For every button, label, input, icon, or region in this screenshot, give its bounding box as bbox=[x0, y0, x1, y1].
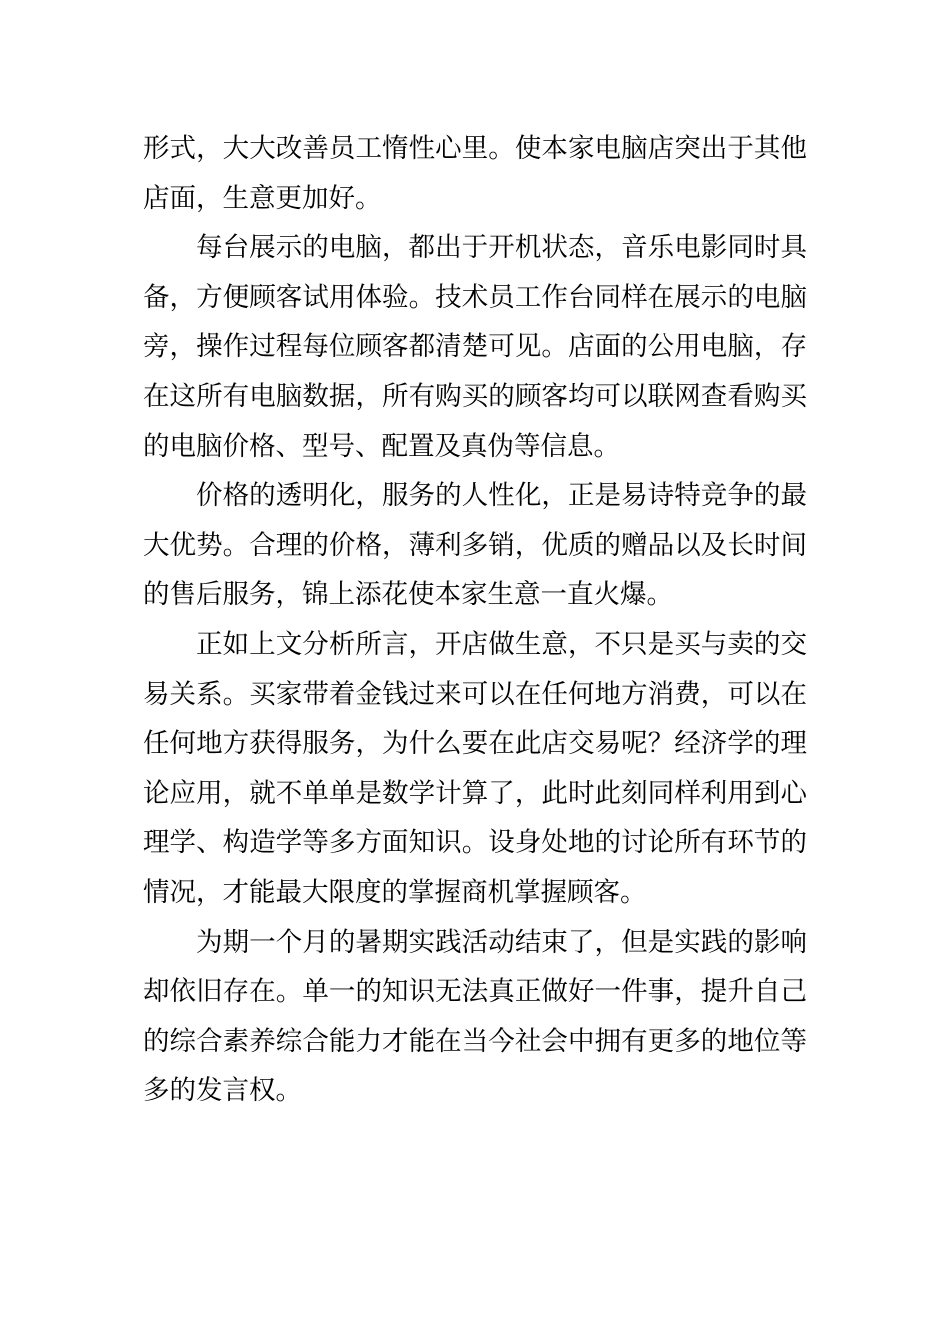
document-body bbox=[143, 124, 807, 1116]
paragraph-conclusion: 为期一个月的暑期实践活动结束了，但是实践的影响却依旧存在。单一的知识无法真正做好一件事，提升自己的综合素养综合能力才能在当今社会中拥有更多的地位等多的发言权。 bbox=[143, 926, 807, 1107]
paragraph-price-transparency: 价格的透明化，服务的人性化，正是易诗特竞争的最大优势。合理的价格，薄利多销，优质的赠品以及长时间的售后服务，锦上添花使本家生意一直火爆。 bbox=[143, 480, 807, 611]
paragraph-display-computers: 每台展示的电脑，都出于开机状态，音乐电影同时具备，方便顾客试用体验。技术员工作台同样在展示的电脑旁，操作过程每位顾客都清楚可见。店面的公用电脑，存在这所有电脑数据，所有购买的顾客均可以联网查看购买的电脑价格、型号、配置及真伪等信息。 bbox=[143, 232, 807, 462]
paragraph-continuation: 形式，大大改善员工惰性心里。使本家电脑店突出于其他店面，生意更加好。 bbox=[143, 133, 807, 214]
paragraph-analysis: 正如上文分析所言，开店做生意，不只是买与卖的交易关系。买家带着金钱过来可以在任何地方消费，可以在任何地方获得服务，为什么要在此店交易呢？经济学的理论应用，就不单单是数学计算了，此时此刻同样利用到心理学、构造学等多方面知识。设身处地的讨论所有环节的情况，才能最大限度的掌握商机掌握顾客。 bbox=[143, 628, 807, 908]
